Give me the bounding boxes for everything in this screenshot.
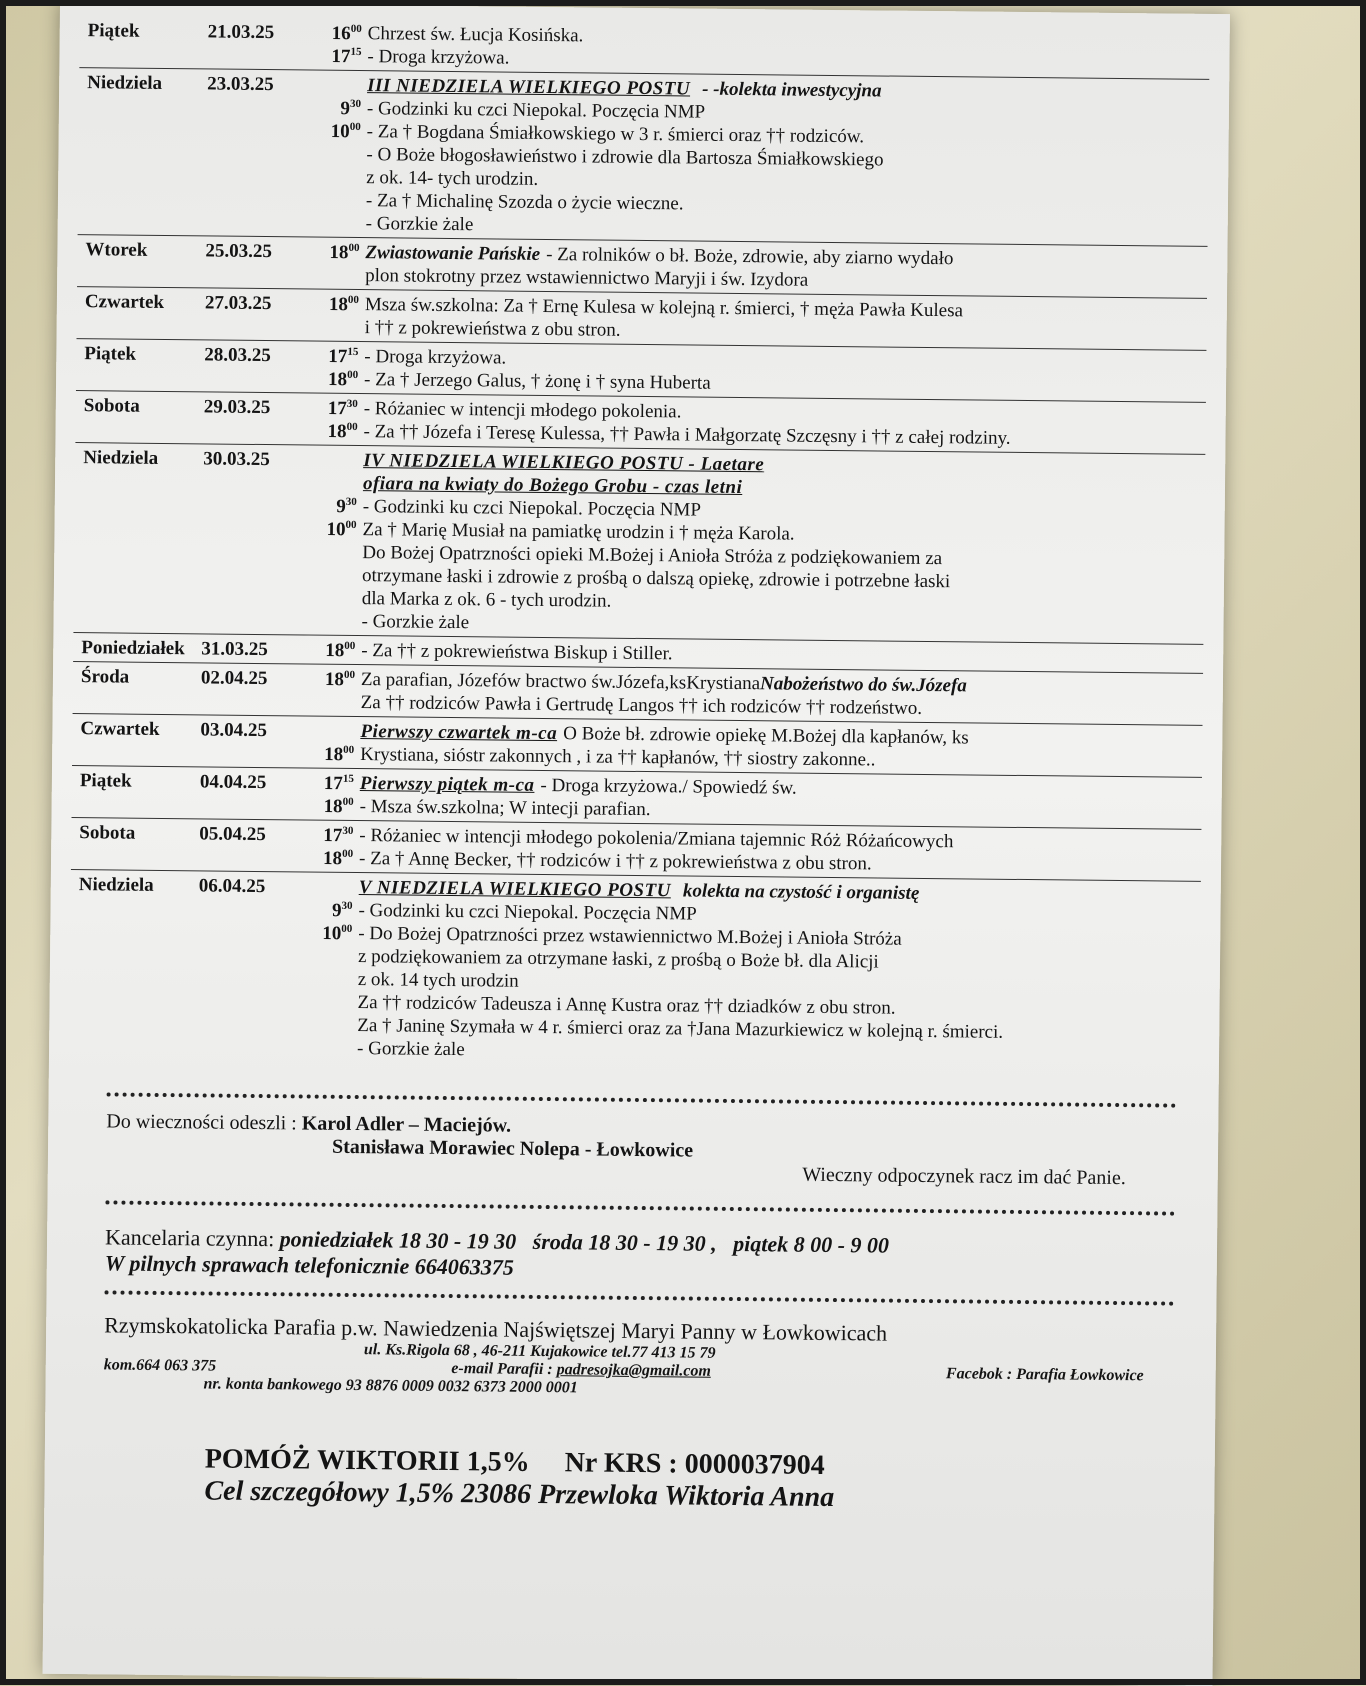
- day-name: Poniedziałek: [81, 637, 185, 660]
- schedule-day: [69, 869, 1201, 1071]
- email-label: e-mail Parafii :: [451, 1360, 553, 1379]
- mass-time: $18^{00}$: [324, 743, 355, 765]
- intention-text: otrzymane łaski i zdrowie z prośbą o dalszą opiekę, zdrowie i potrzebne łaski: [361, 565, 951, 593]
- mass-time: [308, 962, 358, 963]
- mass-time: $16^{00}$: [331, 22, 362, 44]
- intention-text: O Boże bł. zdrowie opiekę M.Bożej dla kapłanów, ks: [563, 723, 969, 749]
- phone-number: 664063375: [414, 1253, 515, 1280]
- intention-text: i †† z pokrewieństwa z obu stron.: [364, 317, 621, 341]
- day-date: 02.04.25: [200, 667, 268, 690]
- parish-address: ul. Ks.Rigola 68 , 46-211 Kujakowice tel.77 413 15 79: [363, 1341, 716, 1362]
- mass-time: [312, 581, 362, 582]
- intention-text: - Różaniec w intencji młodego pokolenia/Zmiana tajemnic Róż Różańcowych: [359, 825, 954, 853]
- mass-time: [315, 281, 365, 282]
- mass-time: [316, 206, 366, 207]
- office-label: Kancelaria czynna:: [104, 1224, 275, 1252]
- deaths-section: [106, 1110, 1167, 1190]
- schedule-day: [78, 67, 1210, 246]
- intention-text: - Za † Annę Becker, †† rodziców i †† z pokrewieństwa z obu stron.: [358, 848, 872, 875]
- day-date: 28.03.25: [204, 344, 271, 367]
- notice-sheet: [43, 2, 1230, 1686]
- phone-label: W pilnych sprawach telefonicznie: [104, 1250, 410, 1279]
- day-name: Czwartek: [84, 291, 165, 313]
- intention-text: - Msza św.szkolna; W intecji parafian.: [359, 796, 651, 821]
- mass-time: $10^{00}$: [322, 922, 353, 944]
- day-date: 31.03.25: [201, 638, 268, 661]
- mass-time: [313, 466, 363, 467]
- office-friday: piątek 8 00 - 9 00: [733, 1230, 890, 1258]
- mass-time: [308, 1008, 358, 1009]
- mass-time: $18^{00}$: [327, 368, 359, 390]
- day-name: Środa: [80, 666, 130, 688]
- intention-text: dla Marka z ok. 6 - tych urodzin.: [361, 588, 612, 612]
- day-name: Niedziela: [78, 874, 154, 896]
- intention-text: - Godzinki ku czci Niepokal. Poczęcia NMP: [358, 900, 697, 925]
- intention-text: Do Bożej Opatrzności opieki M.Bożej i Anioła Stróża z podziękowaniem za: [362, 542, 943, 570]
- intention-text: - O Boże błogosławieństwo i zdrowie dla Bartosza Śmiałkowskiego: [366, 144, 884, 171]
- intention-text: - Za † Michalinę Szozda o życie wieczne.: [365, 190, 684, 215]
- liturgy-subheading: ofiara na kwiaty do Bożego Grobu - czas letni: [362, 473, 743, 499]
- office-hours: [105, 1224, 1165, 1287]
- deceased-name: Karol Adler – Maciejów.: [301, 1112, 512, 1137]
- feast-label: Zwiastowanie Pańskie: [365, 242, 541, 265]
- intention-text: - Gorzkie żale: [356, 1038, 465, 1061]
- day-date: 30.03.25: [203, 448, 270, 471]
- intention-text: - Różaniec w intencji młodego pokolenia.: [363, 398, 682, 423]
- donation-appeal: [204, 1443, 1230, 1518]
- intention-text: - Za †† Józefa i Teresę Kulessa, †† Pawła i Małgorzatę Szczęsny i †† z całej rodziny.: [363, 421, 1011, 449]
- mass-time: [310, 737, 360, 738]
- intention-text: - Godzinki ku czci Niepokal. Poczęcia NMP: [362, 496, 702, 521]
- schedule-day: [73, 442, 1205, 644]
- intention-text: - Za † Bogdana Śmiałkowskiego w 3 r. śmierci oraz †† rodziców.: [366, 121, 865, 148]
- mass-time: [311, 708, 361, 709]
- day-date: 06.04.25: [198, 875, 266, 898]
- mass-time: $18^{00}$: [329, 241, 360, 263]
- mass-time: [312, 604, 362, 605]
- day-date: 04.04.25: [199, 771, 267, 794]
- liturgy-heading: V NIEDZIELA WIELKIEGO POSTU: [358, 877, 671, 902]
- intention-text: - Droga krzyżowa.: [364, 346, 507, 369]
- devotion-note: Nabożeństwo do św.Józefa: [760, 673, 967, 697]
- day-date: 03.04.25: [200, 719, 268, 742]
- mass-time: $18^{00}$: [327, 420, 358, 442]
- intention-text: - Gorzkie żale: [361, 611, 470, 634]
- intention-text: Za parafian, Józefów bractwo św.Józefa,ksKrystiana: [360, 669, 761, 695]
- mass-time: [317, 91, 367, 92]
- mass-time: [316, 160, 366, 161]
- intention-text: z ok. 14- tych urodzin.: [366, 167, 539, 190]
- intention-text: Za †† rodziców Tadeusza i Annę Kustra oraz †† dziadków z obu stron.: [357, 992, 896, 1019]
- separator-dotted: [107, 1092, 1177, 1107]
- mass-time: $18^{00}$: [328, 293, 359, 315]
- mass-time: [316, 183, 366, 184]
- appeal-title: POMÓŻ WIKTORII 1,5%: [204, 1443, 530, 1478]
- mass-time: [316, 229, 366, 230]
- intention-text: - Do Bożej Opatrzności przez wstawiennictwo M.Bożej i Anioła Stróża: [358, 923, 902, 950]
- intention-text: Za † Marię Musiał na pamiatkę urodzin i † męża Karola.: [362, 519, 795, 545]
- day-date: 23.03.25: [207, 73, 274, 96]
- day-name: Sobota: [79, 822, 136, 844]
- intention-text: Krystiana, sióstr zakonnych , i za †† kapłanów, †† siostry zakonne..: [360, 744, 876, 771]
- intention-text: Za † Janinę Szymała w 4 r. śmierci oraz za †Jana Mazurkiewicz w kolejną r. śmierci.: [357, 1015, 1004, 1043]
- mass-time: $17^{15}$: [331, 45, 362, 67]
- liturgy-heading: III NIEDZIELA WIELKIEGO POSTU: [367, 75, 691, 100]
- mass-time: $17^{30}$: [327, 397, 358, 419]
- parish-info: [103, 1312, 1164, 1403]
- intention-text: Msza św.szkolna: Za † Ernę Kulesa w kolejną r. śmierci, † męża Pawła Kulesa: [364, 294, 964, 322]
- day-name: Piątek: [84, 343, 137, 365]
- separator-dotted: [104, 1290, 1174, 1305]
- day-date: 27.03.25: [204, 292, 272, 315]
- feast-label: Pierwszy czwartek m-ca: [360, 721, 558, 745]
- intention-text: - Gorzkie żale: [365, 213, 474, 236]
- mass-time: [315, 333, 365, 334]
- separator-dotted: [105, 1200, 1175, 1215]
- mass-time: $18^{00}$: [324, 668, 356, 690]
- intention-text: Chrzest św. Łucja Kosińska.: [367, 23, 584, 47]
- mass-time: $18^{00}$: [323, 795, 354, 817]
- mass-time: $18^{00}$: [322, 847, 354, 869]
- mass-schedule: [69, 16, 1210, 1071]
- office-monday: poniedziałek 18 30 - 19 30: [279, 1226, 517, 1254]
- day-name: Niedziela: [87, 72, 163, 94]
- collection-note: - -kolekta inwestycyjna: [702, 78, 882, 102]
- mass-time: $9^{30}$: [336, 495, 357, 517]
- intention-text: - Droga krzyżowa./ Spowiedź św.: [540, 774, 797, 799]
- deceased-name: Stanisława Morawiec Nolepa - Łowkowice: [331, 1135, 694, 1162]
- feast-label: Pierwszy piątek m-ca: [359, 773, 535, 796]
- day-date: 29.03.25: [203, 396, 271, 419]
- day-date: 25.03.25: [205, 240, 273, 263]
- mass-time: $17^{15}$: [323, 772, 354, 794]
- day-name: Czwartek: [80, 718, 160, 740]
- mass-time: $9^{30}$: [331, 899, 353, 921]
- mass-time: [307, 1054, 357, 1055]
- intention-text: Za †† rodziców Pawła i Gertrudę Langos †† ich rodziców †† rodzeństwo.: [360, 692, 923, 719]
- day-name: Wtorek: [85, 239, 148, 261]
- mass-time: $17^{30}$: [323, 824, 354, 846]
- mass-time: $17^{15}$: [328, 345, 359, 367]
- mass-time: $10^{00}$: [330, 120, 361, 142]
- parish-name: Rzymskokatolicka Parafia p.w. Nawiedzenia Najświętszej Maryi Panny w Łowkowicach: [104, 1312, 888, 1346]
- intention-text: z podziękowaniem za otrzymane łaski, z prośbą o Boże bł. dla Alicji: [357, 946, 879, 973]
- intention-text: - Za rolników o bł. Boże, zdrowie, aby ziarno wydało: [546, 243, 954, 270]
- bank-account: nr. konta bankowego 93 8876 0009 0032 6373 2000 0001: [203, 1375, 578, 1397]
- parish-mobile: kom.664 063 375: [103, 1356, 217, 1375]
- intention-text: - Godzinki ku czci Niepokal. Poczęcia NMP: [366, 98, 706, 123]
- krs-number: Nr KRS : 0000037904: [564, 1447, 825, 1481]
- mass-time: $18^{00}$: [325, 639, 356, 661]
- prayer-text: Wieczny odpoczynek racz im dać Panie.: [802, 1163, 1126, 1190]
- mass-time: $9^{30}$: [340, 97, 362, 119]
- day-name: Niedziela: [83, 447, 159, 469]
- mass-time: [309, 893, 359, 894]
- collection-note: kolekta na czystość i organistę: [682, 880, 920, 904]
- intention-text: - Za † Jerzego Galus, † żonę i † syna Huberta: [363, 369, 711, 394]
- day-name: Piątek: [87, 20, 140, 42]
- mass-time: [308, 985, 358, 986]
- mass-time: [312, 627, 362, 628]
- day-name: Piątek: [79, 770, 132, 792]
- parish-facebook: Facebok : Parafia Łowkowice: [945, 1365, 1144, 1385]
- mass-time: [312, 558, 362, 559]
- liturgy-heading: IV NIEDZIELA WIELKIEGO POSTU - Laetare: [363, 450, 765, 476]
- appeal-detail: Cel szczegółowy 1,5% 23086 Przewloka Wiktoria Anna: [204, 1475, 835, 1514]
- intention-text: - Za †† z pokrewieństwa Biskup i Stiller.: [361, 640, 673, 665]
- mass-time: [307, 1031, 357, 1032]
- mass-time: $10^{00}$: [326, 518, 357, 540]
- day-date: 21.03.25: [207, 21, 275, 44]
- intention-text: - Droga krzyżowa.: [367, 46, 510, 69]
- day-date: 05.04.25: [199, 823, 266, 846]
- parish-email[interactable]: padresojka@gmail.com: [556, 1361, 711, 1380]
- intention-text: plon stokrotny przez wstawiennictwo Maryji i św. Izydora: [365, 265, 809, 291]
- day-name: Sobota: [83, 395, 140, 417]
- office-wednesday: środa 18 30 - 19 30 ,: [532, 1228, 717, 1256]
- deaths-intro: Do wieczności odeszli :: [106, 1110, 297, 1135]
- intention-text: z ok. 14 tych urodzin: [357, 969, 519, 992]
